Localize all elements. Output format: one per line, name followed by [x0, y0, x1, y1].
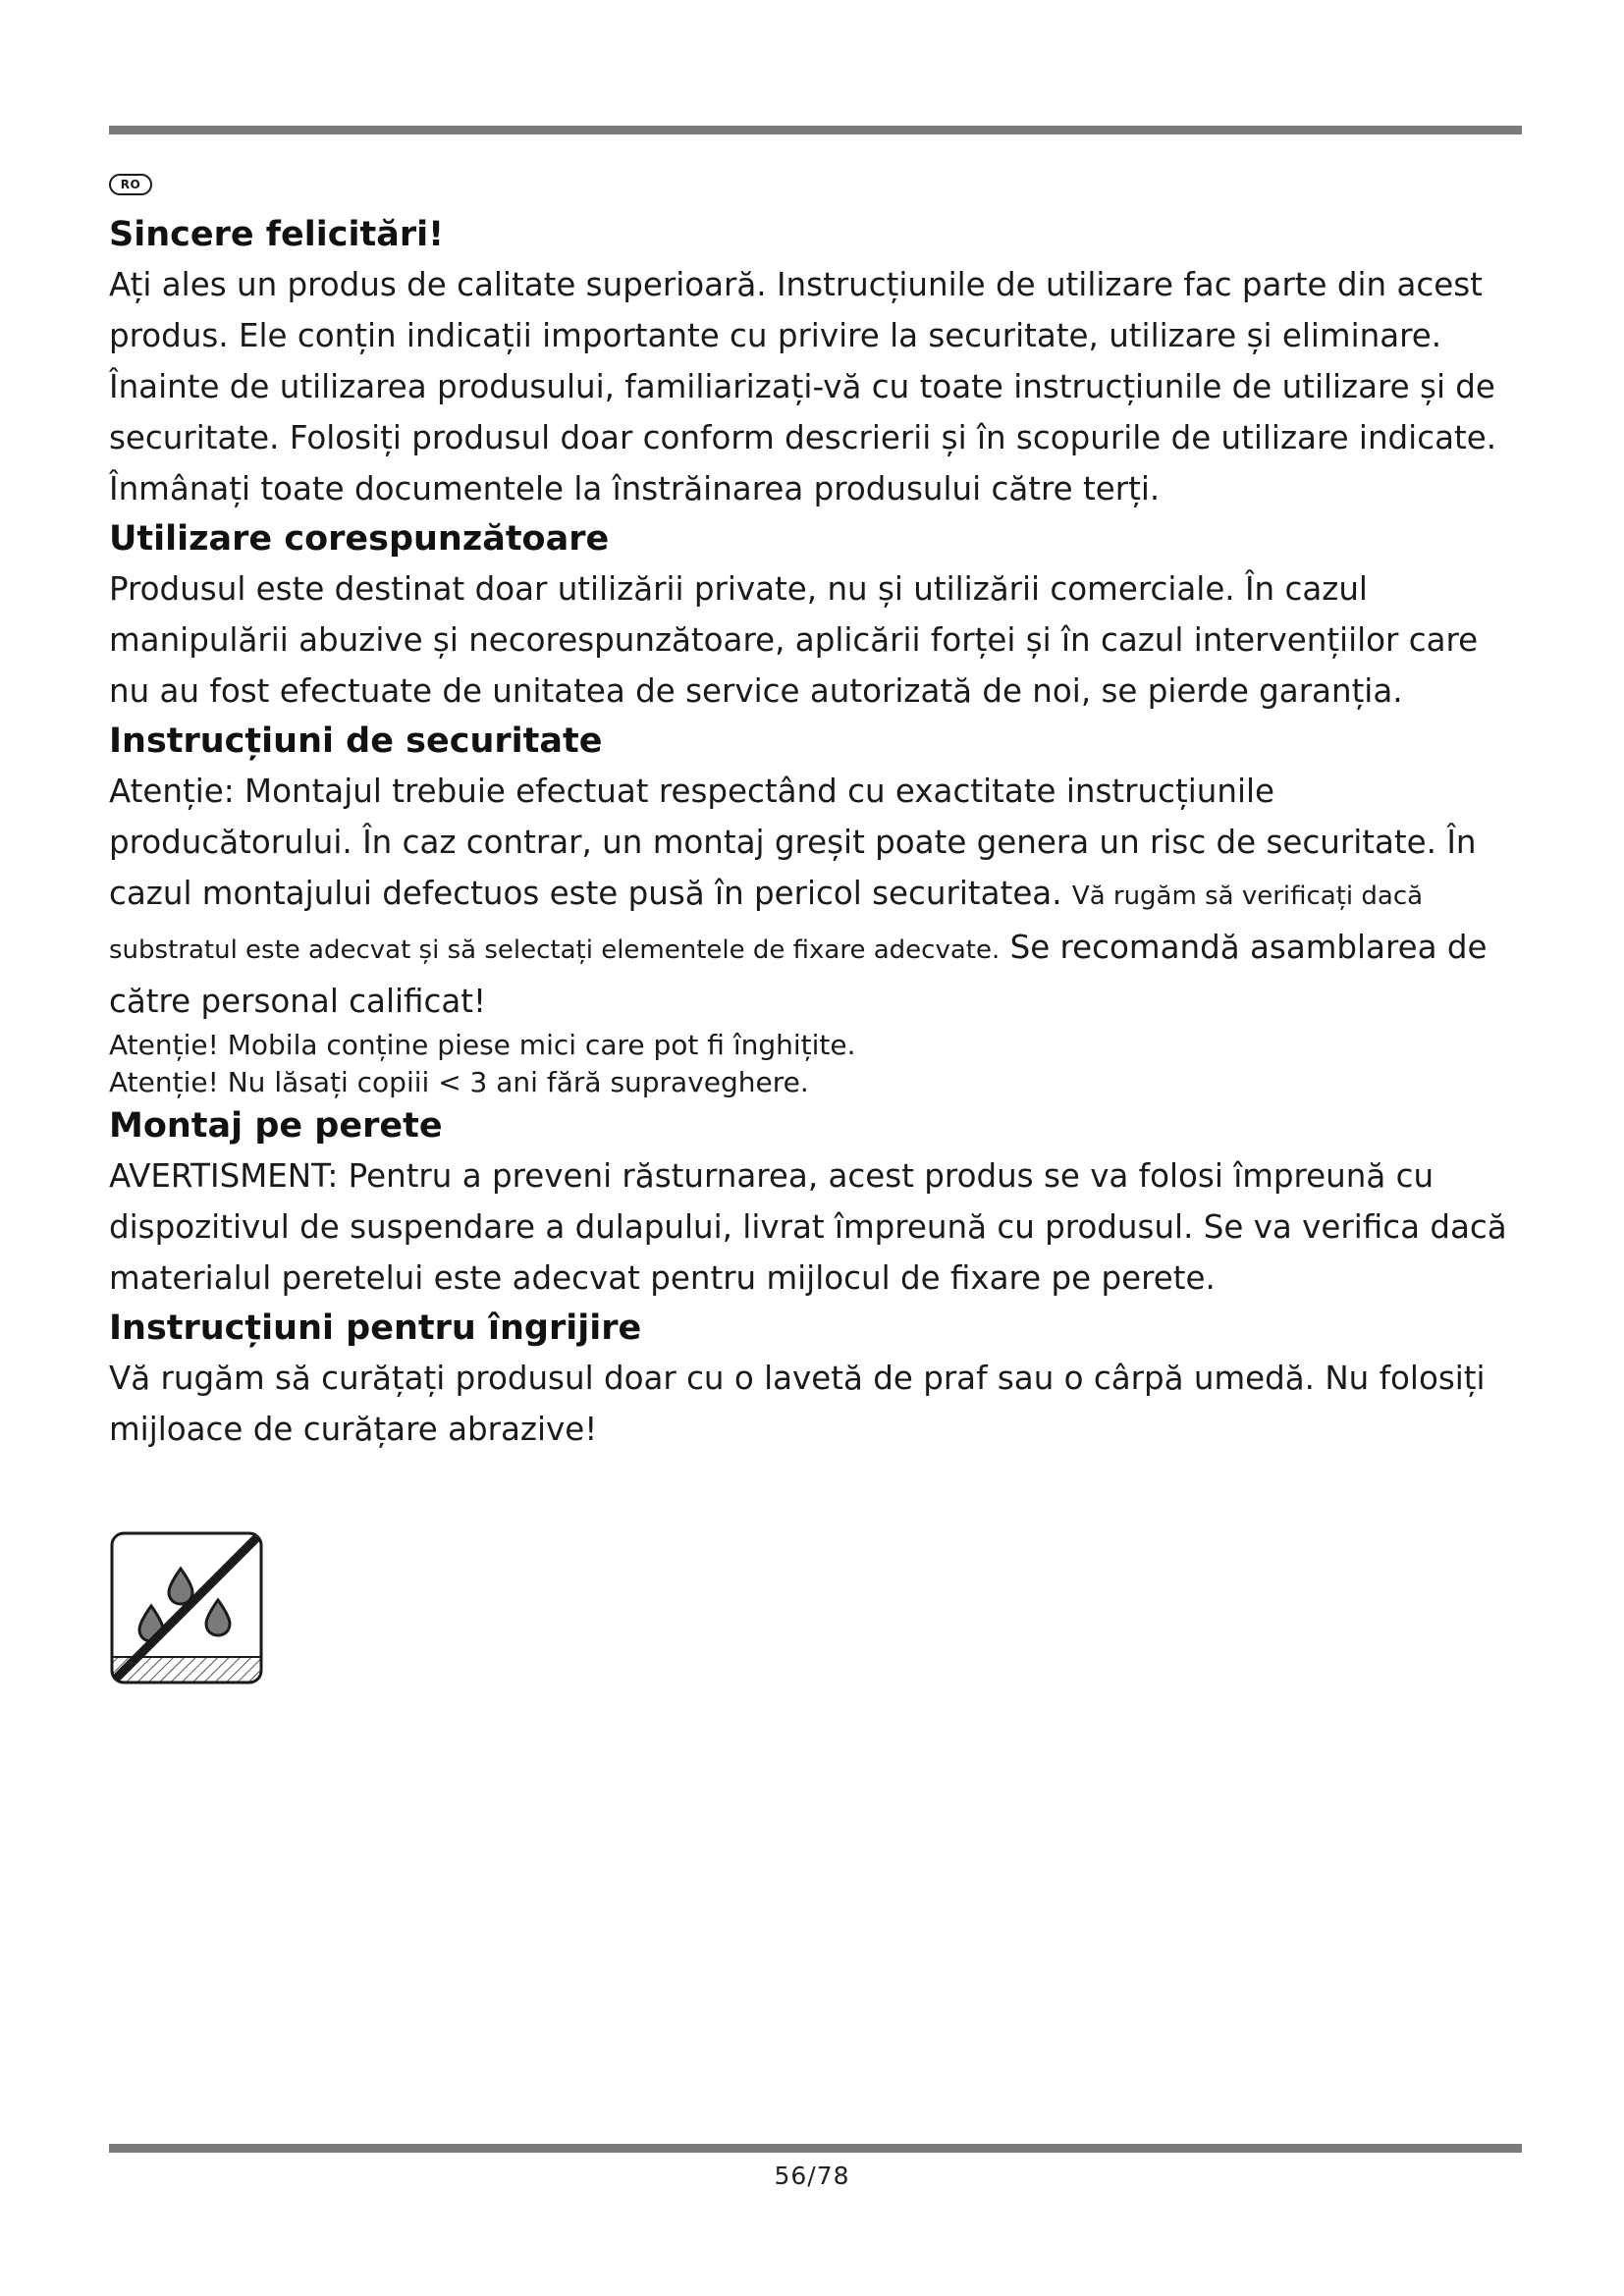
language-badge: RO: [109, 174, 152, 195]
top-rule: [109, 126, 1522, 134]
bottom-rule: [109, 2144, 1522, 2153]
section-heading: Instrucțiuni pentru îngrijire: [109, 1308, 642, 1348]
warning-line: Atenție! Mobila conține piese mici care pot fi înghițite.: [109, 1029, 856, 1061]
paragraph: AVERTISMENT: Pentru a preveni răsturnarea, acest produs se va folosi împreună cu dispozitivul de suspendare a dulapului, livrat împreună cu produsul. Se va verifica dacă materialul peretelui este adecvat pentru mijlocul de fixare pe perete.: [109, 1157, 1507, 1297]
warning-line: Atenție! Nu lăsați copiii < 3 ani fără supraveghere.: [109, 1066, 809, 1098]
paragraph: Ați ales un produs de calitate superioară. Instrucțiunile de utilizare fac parte din acest produs. Ele conțin indicații importante cu privire la securitate, utilizare și eliminare. Înainte de utilizarea produsului, familiarizați-vă cu toate instrucțiunile de utilizare și de securitate. Folosiți produsul doar conform descrierii și în scopurile de utilizare indicate. Înmânați toate documentele la înstrăinarea produsului către terți.: [109, 266, 1497, 507]
section-heading: Sincere felicitări!: [109, 215, 445, 254]
no-water-icon: [110, 1531, 263, 1684]
page-number: 56/78: [774, 2162, 850, 2190]
section-heading: Utilizare corespunzătoare: [109, 519, 610, 559]
document-body: [109, 210, 1522, 1455]
paragraph: Produsul este destinat doar utilizării private, nu și utilizării comerciale. În cazul manipulării abuzive și necorespunzătoare, aplicării forței și în cazul intervențiilor care nu au fost efectuate de unitatea de service autorizată de noi, se pierde garanția.: [109, 570, 1479, 710]
safety-text: Atenție: Montajul trebuie efectuat respectând cu exactitate instrucțiunile producătorului. În caz contrar, un montaj greșit poate genera un risc de securitate. În cazul montajului defectuos este pusă în pericol securitatea.: [109, 773, 1477, 912]
safety-text-small: Vă rugăm să verificați dacă substratul este adecvat și să selectați elementele de fixare adecvate.: [109, 881, 1424, 965]
paragraph: Vă rugăm să curățați produsul doar cu o lavetă de praf sau o cârpă umedă. Nu folosiți mijloace de curățare abrazive!: [109, 1360, 1486, 1448]
paragraph: [109, 766, 1522, 1027]
section-heading: Montaj pe perete: [109, 1106, 443, 1146]
section-heading: Instrucțiuni de securitate: [109, 721, 603, 761]
safety-text: Se recomandă asamblarea de către personal calificat!: [109, 929, 1488, 1020]
